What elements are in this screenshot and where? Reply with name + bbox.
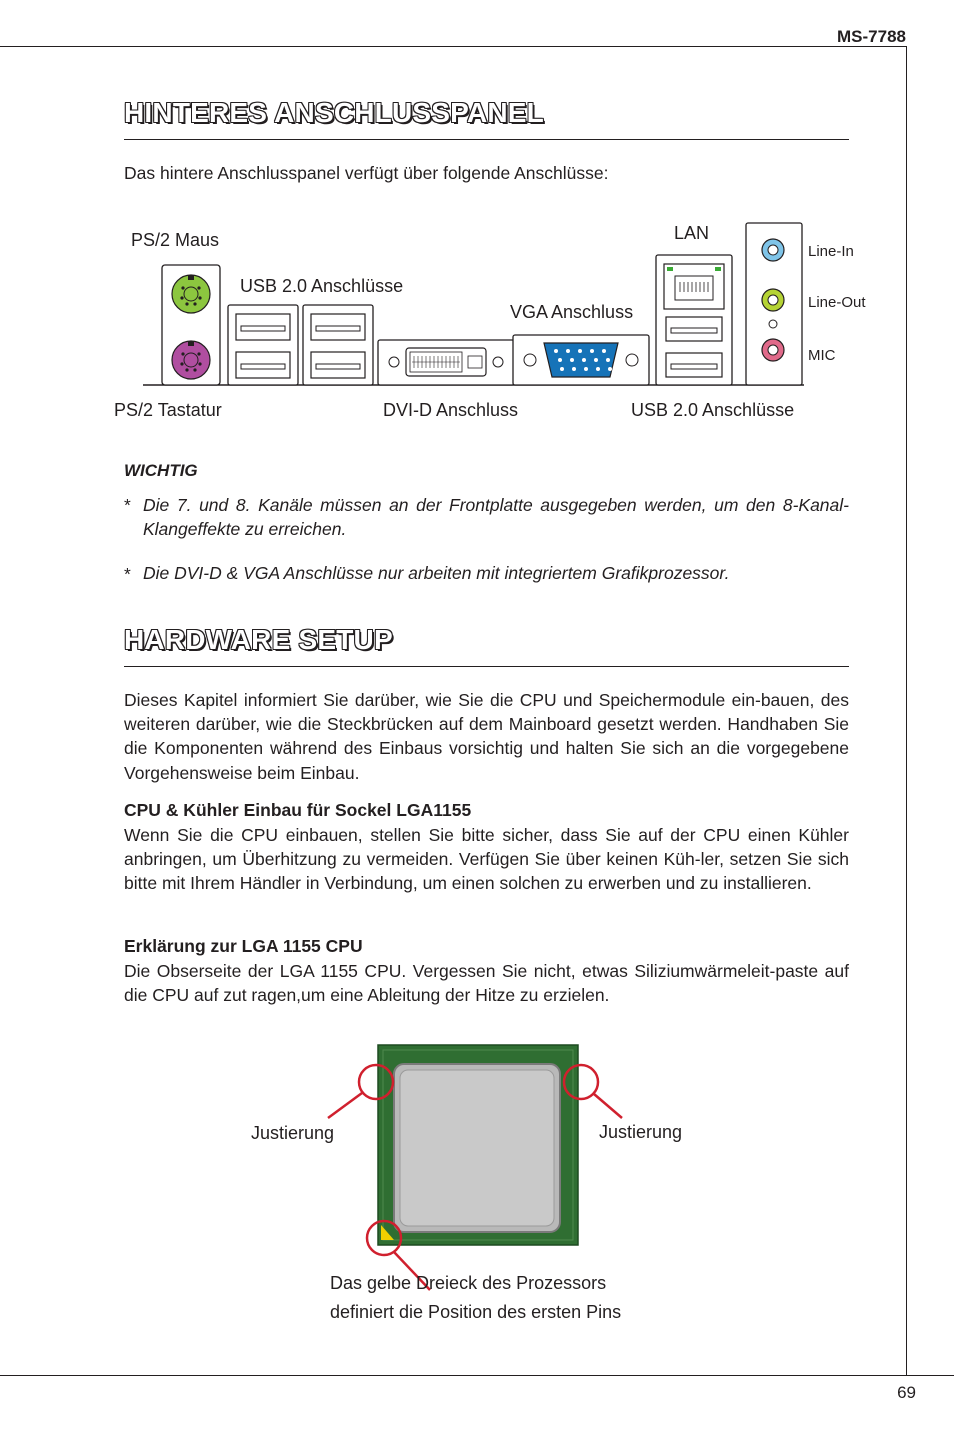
hardware-setup-intro: Dieses Kapitel informiert Sie darüber, wie Sie die CPU und Speichermodule ein-bauen, des weiteren darüber, wie die Steckbrücken auf dem Mainboard gesetzt werden. Handhaben Sie die Komponenten während des Einbaus vorsichtig und halten Sie sich an die vorgegebene Vorgehensweise beim Einbau. (124, 690, 849, 783)
label-ps2-keyboard: PS/2 Tastatur (114, 400, 222, 420)
usb-block-1 (228, 305, 298, 385)
label-triangle-line2: definiert die Position des ersten Pins (330, 1302, 622, 1322)
lan-usb-block (656, 255, 732, 385)
label-ps2-mouse: PS/2 Maus (131, 230, 220, 250)
label-mic: MIC (808, 347, 836, 364)
section-rule-2 (124, 666, 849, 667)
page-number: 69 (897, 1383, 916, 1402)
ps2-ports (162, 265, 220, 385)
back-panel-diagram (140, 220, 810, 390)
lga-heading: Erklärung zur LGA 1155 CPU (124, 936, 363, 956)
label-vga: VGA Anschluss (510, 302, 634, 322)
header-rule (0, 46, 906, 47)
important-note-1: Die 7. und 8. Kanäle müssen an der Frontplatte ausgegeben werden, um den 8-Kanal-Klangeffekte zu erreichen. (143, 495, 849, 540)
cpu-cooler-text: Wenn Sie die CPU einbauen, stellen Sie bitte sicher, dass Sie auf der CPU einen Kühler anbringen, um Überhitzung zu vermeiden. Verfügen Sie über keinen Küh-ler, setzen Sie sich bitte mit Ihrem Händler in Verbindung, um einen solchen zu erwerben und zu installieren. (124, 825, 849, 894)
section-rule (124, 139, 849, 140)
label-lan: LAN (674, 223, 710, 243)
cpu-illustration (300, 1040, 630, 1300)
vga-port (513, 335, 649, 385)
label-usb-bottom: USB 2.0 Anschlüsse (631, 400, 795, 420)
dvi-port (378, 340, 514, 385)
label-triangle-line1: Das gelbe Dreieck des Prozessors (330, 1273, 607, 1293)
footer-rule (0, 1375, 954, 1376)
cpu-cooler-heading: CPU & Kühler Einbau für Sockel LGA1155 (124, 800, 472, 820)
rear-panel-intro: Das hintere Anschlusspanel verfügt über folgende Anschlüsse: (124, 163, 609, 183)
ps2-keyboard-port (172, 341, 210, 379)
note-bullet-2: * (124, 564, 131, 584)
section-title-rear-panel: HINTERES ANSCHLUSSPANEL (124, 97, 544, 128)
label-justierung-right: Justierung (599, 1122, 683, 1142)
important-note-2: Die DVI-D & VGA Anschlüsse nur arbeiten mit integriertem Grafikprozessor. (143, 563, 730, 583)
model-number: MS-7788 (837, 27, 906, 46)
usb-block-2 (303, 305, 373, 385)
audio-jacks (746, 223, 802, 385)
note-bullet-1: * (124, 495, 131, 515)
section-title-hardware-setup: HARDWARE SETUP (124, 624, 393, 655)
label-line-in: Line-In (808, 243, 854, 260)
label-usb-top: USB 2.0 Anschlüsse (240, 276, 404, 296)
label-dvi: DVI-D Anschluss (383, 400, 519, 420)
label-justierung-left: Justierung (251, 1123, 335, 1143)
lga-text: Die Obserseite der LGA 1155 CPU. Vergessen Sie nicht, etwas Siliziumwärmeleit-paste auf die CPU auf zut ragen,um eine Ableitung der Hitze zu erzielen. (124, 961, 849, 1006)
important-heading: WICHTIG (124, 461, 198, 480)
label-line-out: Line-Out (808, 294, 866, 311)
ps2-mouse-port (172, 275, 210, 313)
right-border (906, 46, 907, 1376)
